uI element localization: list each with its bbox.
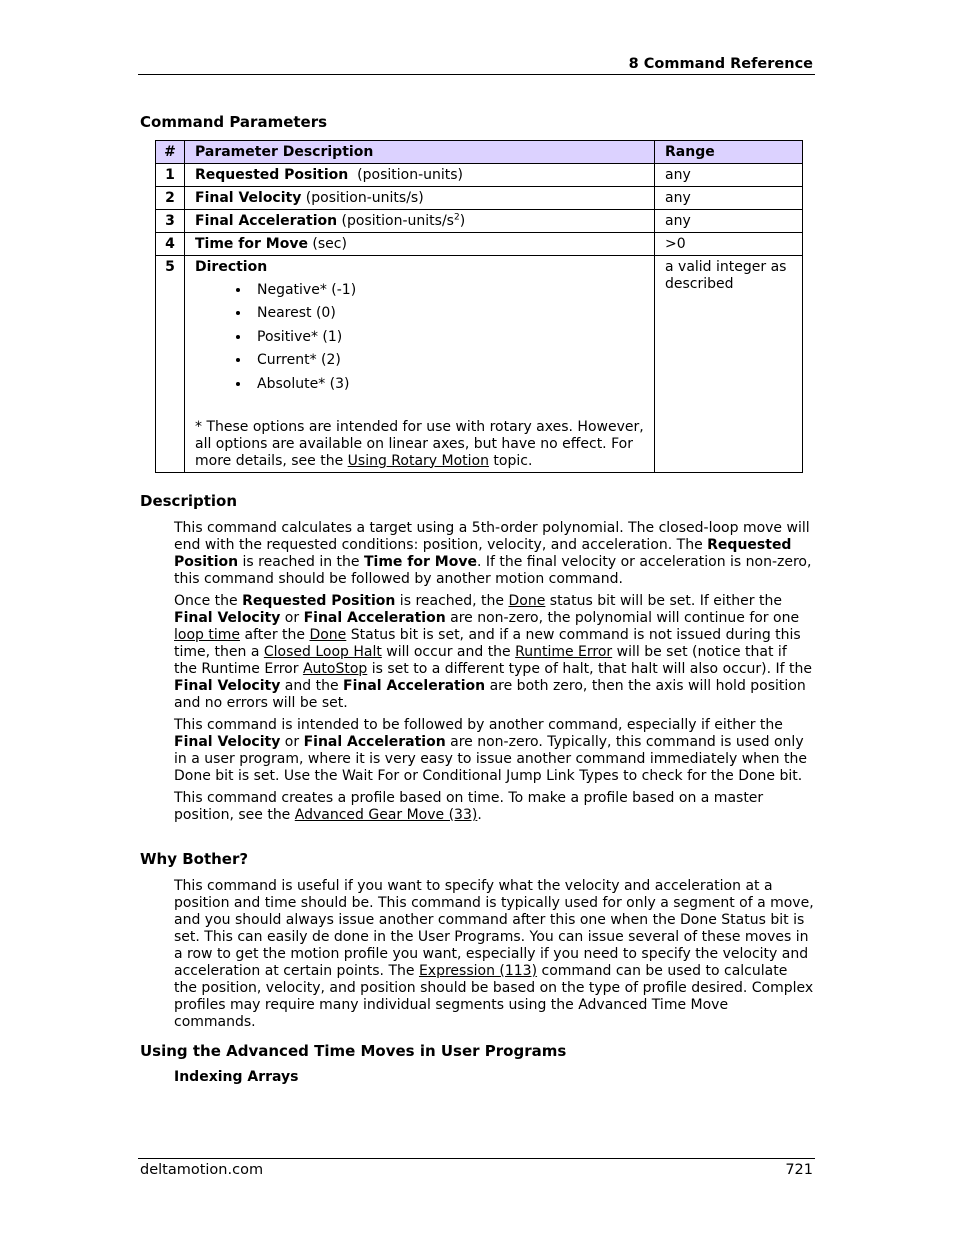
text: or bbox=[280, 610, 304, 626]
term: Final Velocity bbox=[174, 610, 281, 626]
table-row bbox=[156, 210, 803, 233]
param-range: any bbox=[655, 164, 803, 187]
col-number: # bbox=[156, 141, 185, 164]
paragraph bbox=[174, 520, 814, 588]
paragraph bbox=[174, 790, 814, 824]
param-number: 5 bbox=[156, 256, 185, 473]
page-footer bbox=[138, 1158, 815, 1178]
param-unit: (position-units) bbox=[348, 167, 464, 183]
direction-options bbox=[195, 282, 644, 393]
term: Time for Move bbox=[363, 554, 477, 570]
list-item: • Nearest (0) bbox=[251, 305, 644, 322]
why-bother-section bbox=[174, 878, 814, 1036]
heading-why-bother: Why Bother? bbox=[140, 850, 249, 868]
parameters-table bbox=[155, 140, 803, 473]
text: . If the final velocity or acceleration is non-zero, this command should be followed by another motion command. bbox=[174, 554, 812, 587]
text: or bbox=[280, 734, 304, 750]
param-range: any bbox=[655, 210, 803, 233]
text: status bit will be set. If either the bbox=[545, 593, 782, 609]
heading-description: Description bbox=[140, 492, 238, 510]
param-number: 3 bbox=[156, 210, 185, 233]
link-advanced-gear-move[interactable]: Advanced Gear Move (33) bbox=[294, 807, 478, 823]
direction-note bbox=[195, 419, 644, 470]
term: Final Acceleration bbox=[303, 734, 446, 750]
list-item: • Absolute* (3) bbox=[251, 376, 644, 393]
note-text: * These options are intended for use with rotary axes. However, all options are available on linear axes, but have no effect. For more details, see the bbox=[195, 418, 644, 469]
list-item: • Negative* (-1) bbox=[251, 282, 644, 299]
param-name: Requested Position bbox=[195, 167, 349, 183]
text: after the bbox=[240, 627, 310, 643]
paragraph bbox=[174, 878, 814, 1031]
term: Requested Position bbox=[174, 537, 792, 570]
param-description bbox=[185, 187, 655, 210]
heading-indexing-arrays: Indexing Arrays bbox=[174, 1069, 299, 1085]
table-row bbox=[156, 233, 803, 256]
param-name: Direction bbox=[195, 259, 268, 275]
term: Final Velocity bbox=[174, 678, 281, 694]
param-unit: (sec) bbox=[307, 236, 347, 252]
param-name: Final Velocity bbox=[195, 190, 302, 206]
param-unit: (position-units/s) bbox=[301, 190, 424, 206]
list-item: • Current* (2) bbox=[251, 352, 644, 369]
text: command can be used to calculate the position, velocity, and position should be based on the type of profile desired. Complex profiles may require many individual segments using the Advanced Time Move commands. bbox=[174, 963, 814, 1030]
link-closed-loop-halt[interactable]: Closed Loop Halt bbox=[263, 644, 382, 660]
param-number: 1 bbox=[156, 164, 185, 187]
text: is reached in the bbox=[238, 554, 364, 570]
table-row bbox=[156, 187, 803, 210]
param-description bbox=[185, 210, 655, 233]
paragraph bbox=[174, 717, 814, 785]
param-description bbox=[185, 164, 655, 187]
link-loop-time[interactable]: loop time bbox=[174, 627, 240, 643]
param-description bbox=[185, 256, 655, 473]
note-text-end: topic. bbox=[488, 452, 533, 469]
text: will occur and the bbox=[381, 644, 516, 660]
param-name: Final Acceleration bbox=[195, 213, 338, 229]
table-row bbox=[156, 256, 803, 473]
text: This command creates a profile based on time. To make a profile based on a master position, see the bbox=[174, 790, 764, 823]
term: Final Velocity bbox=[174, 734, 281, 750]
text: This command is intended to be followed by another command, especially if either the bbox=[174, 717, 783, 733]
text: . bbox=[477, 807, 482, 823]
param-number: 2 bbox=[156, 187, 185, 210]
text: are both zero, then the axis will hold position and no errors will be set. bbox=[174, 678, 806, 711]
link-done[interactable]: Done bbox=[309, 627, 347, 643]
term: Final Acceleration bbox=[303, 610, 446, 626]
col-description: Parameter Description bbox=[185, 141, 655, 164]
link-done[interactable]: Done bbox=[508, 593, 546, 609]
link-expression[interactable]: Expression (113) bbox=[418, 963, 538, 979]
text: is reached, the bbox=[395, 593, 509, 609]
link-runtime-error[interactable]: Runtime Error bbox=[515, 644, 613, 660]
page-number: 721 bbox=[785, 1162, 813, 1178]
table-header-row bbox=[156, 141, 803, 164]
text: are non-zero. Typically, this command is used only in a user program, where it is very easy to issue another command immediately when the Done bit is set. Use the Wait For or Conditional Jump Link Types to check for the Done bit. bbox=[174, 734, 807, 784]
heading-using-advanced-time-moves: Using the Advanced Time Moves in User Programs bbox=[140, 1042, 567, 1060]
col-range: Range bbox=[655, 141, 803, 164]
text: will be set (notice that if the Runtime Error bbox=[174, 644, 787, 677]
text: are non-zero, the polynomial will continue for one bbox=[445, 610, 800, 626]
list-item: • Positive* (1) bbox=[251, 329, 644, 346]
param-description bbox=[185, 233, 655, 256]
param-range: any bbox=[655, 187, 803, 210]
param-name: Time for Move bbox=[195, 236, 308, 252]
text: Once the bbox=[174, 593, 243, 609]
param-unit-end: ) bbox=[459, 213, 466, 229]
heading-command-parameters: Command Parameters bbox=[140, 113, 328, 131]
link-using-rotary-motion[interactable]: Using Rotary Motion bbox=[347, 452, 489, 469]
term: Final Acceleration bbox=[343, 678, 486, 694]
chapter-title: 8 Command Reference bbox=[628, 56, 813, 72]
param-unit: (position-units/s bbox=[337, 213, 454, 229]
description-section bbox=[174, 520, 814, 829]
link-autostop[interactable]: AutoStop bbox=[302, 661, 368, 677]
footer-site: deltamotion.com bbox=[140, 1162, 264, 1178]
param-number: 4 bbox=[156, 233, 185, 256]
text: This command is useful if you want to specify what the velocity and acceleration at a position and time should be. This command is typically used for only a segment of a move, and you should always issue another command after this one when the Done Status bit is set. This can easily de done in the User Programs. You can issue several of these moves in a row to get the motion profile you want, especially if you need to specify the velocity and acceleration at certain points. The bbox=[174, 878, 814, 979]
paragraph bbox=[174, 593, 814, 712]
page-header bbox=[138, 56, 815, 75]
text: is set to a different type of halt, that halt will also occur). If the bbox=[367, 661, 812, 677]
param-range: >0 bbox=[655, 233, 803, 256]
table-row bbox=[156, 164, 803, 187]
text: Status bit is set, and if a new command is not issued during this time, then a bbox=[174, 627, 801, 660]
param-range: a valid integer as described bbox=[655, 256, 803, 473]
param-unit-exponent: 2 bbox=[453, 212, 460, 223]
text: and the bbox=[280, 678, 344, 694]
term: Requested Position bbox=[242, 593, 396, 609]
text: This command calculates a target using a 5th-order polynomial. The closed-loop move will end with the requested conditions: position, velocity, and acceleration. The bbox=[174, 520, 810, 553]
